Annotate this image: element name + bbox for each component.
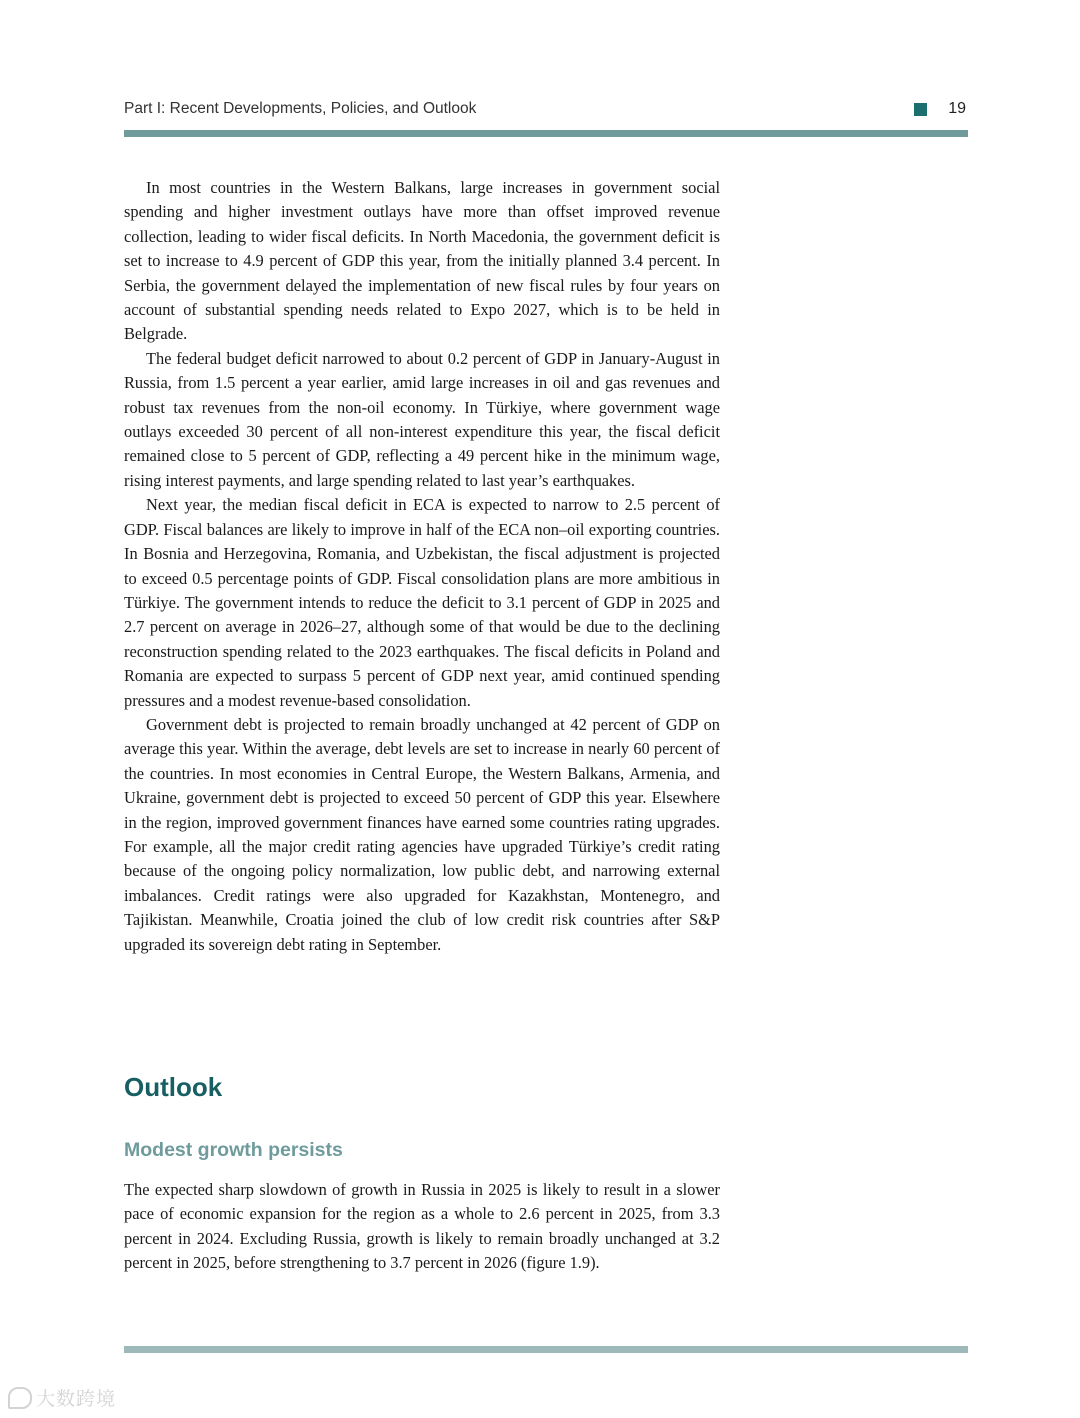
- footer-rule: [124, 1346, 968, 1353]
- paragraph-russia-turkiye: The federal budget deficit narrowed to about 0.2 percent of GDP in January-August in Russia, from 1.5 percent a year earlier, amid large increases in oil and gas revenues and robust tax revenues from the non-oil economy. In Türkiye, where government wage outlays exceeded 30 percent of all non-interest expenditure this year, the fiscal deficit remained close to 5 percent of GDP, reflecting a 49 percent hike in the minimum wage, rising interest payments, and large spending related to last year’s earthquakes.: [124, 348, 720, 490]
- watermark: [8, 1384, 116, 1411]
- paragraph-western-balkans: In most countries in the Western Balkans, large increases in government social spending and higher investment outlays have more than offset improved revenue collection, leading to wider fiscal deficits. In North Macedonia, the government deficit is set to increase to 4.9 percent of GDP this year, from the initially planned 3.4 percent. In Serbia, the government delayed the implementation of new fiscal rules by four years on account of substantial spending needs related to Expo 2027, which is to be held in Belgrade.: [124, 178, 720, 344]
- subsection-heading-modest-growth: Modest growth persists: [124, 1139, 343, 1161]
- watermark-text: 大数跨境: [36, 1388, 117, 1410]
- header-square-marker: [914, 103, 927, 116]
- watermark-logo-icon: [8, 1387, 32, 1409]
- outlook-body-text: [124, 1178, 720, 1276]
- body-text: [124, 176, 720, 957]
- paragraph-next-year-deficit: Next year, the median fiscal deficit in ECA is expected to narrow to 2.5 percent of GDP. Fiscal balances are likely to improve in half of the ECA non–oil exporting countries. In Bosnia and Herzegovina, Romania, and Uzbekistan, the fiscal adjustment is projected to exceed 0.5 percentage points of GDP. Fiscal consolidation plans are more ambitious in Türkiye. The government intends to reduce the deficit to 3.1 percent of GDP in 2025 and 2.7 percent on average in 2026–27, although some of that would be due to the declining reconstruction spending related to the 2023 earthquakes. The fiscal deficits in Poland and Romania are expected to surpass 5 percent of GDP next year, amid continued spending pressures and a modest revenue-based consolidation.: [124, 495, 720, 710]
- page-number: 19: [948, 100, 966, 117]
- paragraph-outlook: The expected sharp slowdown of growth in Russia in 2025 is likely to result in a slower pace of economic expansion for the region as a whole to 2.6 percent in 2025, from 3.3 percent in 2024. Excluding Russia, growth is likely to remain broadly unchanged at 3.2 percent in 2025, before strengthening to 3.7 percent in 2026 (figure 1.9).: [124, 1180, 720, 1273]
- paragraph-government-debt: Government debt is projected to remain broadly unchanged at 42 percent of GDP on average this year. Within the average, debt levels are set to increase in nearly 60 percent of the countries. In most economies in Central Europe, the Western Balkans, Armenia, and Ukraine, government debt is projected to exceed 50 percent of GDP this year. Elsewhere in the region, improved government finances have earned some countries rating upgrades. For example, all the major credit rating agencies have upgraded Türkiye’s credit rating because of the ongoing policy normalization, low public debt, and narrowing external imbalances. Credit ratings were also upgraded for Kazakhstan, Montenegro, and Tajikistan. Meanwhile, Croatia joined the club of low credit risk countries after S&P upgraded its sovereign debt rating in September.: [124, 714, 720, 954]
- section-heading-outlook: Outlook: [124, 1072, 223, 1102]
- running-header: [124, 100, 968, 122]
- running-title: Part I: Recent Developments, Policies, and Outlook: [124, 100, 477, 117]
- header-rule: [124, 130, 968, 137]
